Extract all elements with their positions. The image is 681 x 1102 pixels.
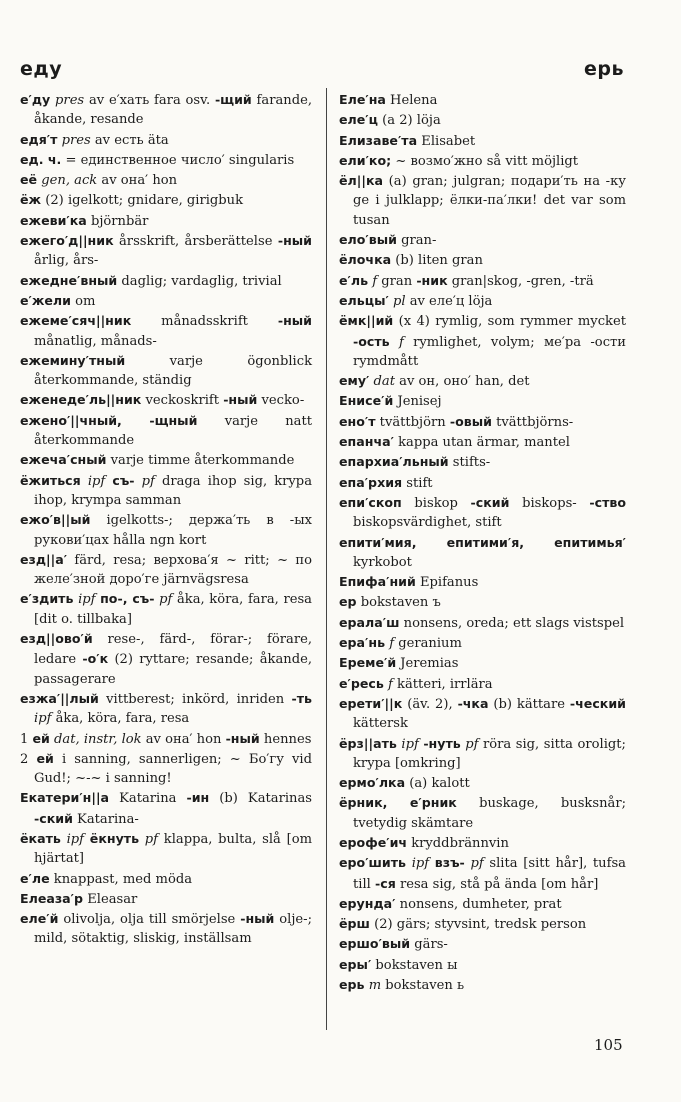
grammar-label: ipf xyxy=(66,831,85,847)
headword: -ный xyxy=(223,392,258,408)
running-head-right: ерь xyxy=(583,58,624,80)
grammar-label: pres xyxy=(61,132,91,148)
dictionary-entry xyxy=(339,391,626,411)
definition-text: Katarina xyxy=(109,791,187,807)
headword: ёл||ка xyxy=(339,173,384,189)
definition-text: daglig; vardaglig, trivial xyxy=(117,273,282,289)
headword: съ- xyxy=(112,472,135,488)
headword: ёлочка xyxy=(339,252,392,268)
definition-text: årsskrift, årsberättelse xyxy=(113,234,278,250)
definition-text: om xyxy=(70,293,96,309)
headword: Епифа′ний xyxy=(339,574,416,590)
dictionary-entry xyxy=(339,110,626,130)
definition-text: knappast, med möda xyxy=(49,871,193,887)
definition-text: Helena xyxy=(385,93,438,108)
headword: ели′ко; xyxy=(339,152,392,168)
headword: ей xyxy=(36,750,54,766)
dictionary-entry xyxy=(20,729,312,749)
definition-text: (a) gran; julgran; подари′ть на -ку ge i julklapp; ёлки-па′лки! det var som tusan xyxy=(353,174,626,228)
definition-text: kättersk xyxy=(353,716,408,732)
headword: по-, съ- xyxy=(100,591,155,607)
headword: ежено′||чный, -щный xyxy=(20,412,198,428)
definition-text: varje natt återkommande xyxy=(34,413,313,449)
headword: ед. ч. xyxy=(20,151,62,167)
definition-text: igelkotts-; держа′ть в -ых рукови′цах hålla ngn kort xyxy=(34,513,312,548)
definition-text: buskage, busksnår; tvetydig skämtare xyxy=(353,796,627,831)
definition-text: stifts- xyxy=(448,455,491,471)
dictionary-entry xyxy=(339,452,626,472)
definition-text xyxy=(81,474,88,489)
grammar-label: dat xyxy=(373,374,395,390)
definition-text xyxy=(135,474,142,489)
headword: епанча′ xyxy=(339,434,394,450)
dictionary-entry xyxy=(20,829,312,869)
dictionary-entry xyxy=(20,749,312,789)
headword: ёжиться xyxy=(20,472,81,488)
headword: -нуть xyxy=(423,735,461,751)
dictionary-entry xyxy=(20,510,312,550)
dictionary-entry xyxy=(20,351,312,391)
definition-text: gärs- xyxy=(410,937,448,953)
headword: еры′ xyxy=(339,956,372,972)
headword: ело′вый xyxy=(339,232,397,248)
definition-text: geranium xyxy=(394,636,462,652)
headword: ёрз||ать xyxy=(339,735,397,751)
headword: ёкать xyxy=(20,830,61,846)
definition-text: Epifanus xyxy=(415,575,479,591)
dictionary-entry xyxy=(339,572,626,592)
headword: ер xyxy=(339,594,357,610)
definition-text: av еле′ц löja xyxy=(405,293,493,309)
headword: е′здить xyxy=(20,591,74,607)
headword: -ин xyxy=(186,790,210,806)
definition-text: Elisabet xyxy=(417,133,476,149)
dictionary-entry xyxy=(339,473,626,493)
definition-text: årlig, års- xyxy=(34,253,99,269)
dictionary-entry xyxy=(339,432,626,452)
definition-text: Jeremias xyxy=(396,656,459,672)
definition-text: (x 4) rymlig, som rymmer mycket xyxy=(393,314,626,330)
dictionary-entry xyxy=(339,734,626,774)
headword: епархиа′льный xyxy=(339,454,449,470)
headword: еле′ц xyxy=(339,112,378,128)
definition-text: röra sig, sitta oroligt; krypa [omkring] xyxy=(353,736,626,771)
headword: Елеаза′р xyxy=(20,890,84,906)
definition-text: (a) kalott xyxy=(405,776,470,792)
definition-text: nonsens, oreda; ett slags vistspel xyxy=(399,615,625,631)
headword: езд||ово′й xyxy=(20,631,93,647)
definition-text: = единственное число′ singularis xyxy=(61,152,295,168)
headword: е′ле xyxy=(20,870,50,886)
headword: -ный xyxy=(277,313,312,329)
dictionary-entry xyxy=(20,450,312,470)
dictionary-entry xyxy=(339,230,626,250)
dictionary-entry xyxy=(20,190,312,210)
definition-text: nonsens, dumheter, prat xyxy=(395,896,562,912)
definition-text: veckoskrift xyxy=(141,393,224,409)
definition-text: hennes xyxy=(259,731,312,747)
definition-text: kappa utan ärmar, mantel xyxy=(393,435,570,451)
definition-text: olivolja, olja till smörjelse xyxy=(58,912,241,928)
dictionary-entry xyxy=(20,909,312,949)
definition-text: vittberest; inkörd, inriden xyxy=(98,691,292,707)
definition-text: åka, köra, fara, resa xyxy=(51,711,190,727)
definition-text: rymlighet, volym; ме′ра -ости rymdmått xyxy=(353,334,626,369)
headword: ерети′||к xyxy=(339,695,403,711)
headword: -ство xyxy=(589,494,626,510)
definition-text: tvättbjörn xyxy=(375,414,450,430)
definition-text: av е′хать fara osv. xyxy=(84,93,215,108)
grammar-label: ipf xyxy=(87,473,106,489)
definition-text: draga ihop sig, krypa ihop, krympa samman xyxy=(34,473,312,508)
dictionary-entry xyxy=(339,592,626,612)
headword: Ереме′й xyxy=(339,655,397,671)
definition-text: biskops- xyxy=(509,495,590,511)
dictionary-entry xyxy=(339,131,626,151)
headword: её xyxy=(20,172,38,188)
dictionary-entry xyxy=(339,653,626,673)
headword: взъ- xyxy=(434,855,465,871)
headword: еро′шить xyxy=(339,855,406,871)
dictionary-entry xyxy=(20,411,312,451)
definition-text: (2) ryttare; resande; åkande, passagerare xyxy=(34,652,313,687)
definition-text: bokstaven ъ xyxy=(356,595,441,611)
dictionary-entry xyxy=(339,674,626,694)
definition-text: (b) Katarinas xyxy=(209,791,312,807)
grammar-label: pf xyxy=(465,736,479,752)
headword: -ский xyxy=(34,810,73,826)
definition-text: Jenisej xyxy=(393,394,442,410)
headword: Еле′на xyxy=(339,92,386,107)
dictionary-entry xyxy=(339,694,626,734)
headword: ерофе′ич xyxy=(339,834,408,850)
headword: епити′мия, епитими′я, епитимья′ xyxy=(339,534,626,550)
definition-text: av есть äta xyxy=(90,132,169,148)
dictionary-entry xyxy=(20,629,312,689)
definition-text: björnbär xyxy=(86,213,149,229)
definition-text: Katarina- xyxy=(72,811,139,827)
headword: ельцы′ xyxy=(339,292,389,308)
dictionary-entry xyxy=(20,788,312,829)
column-divider xyxy=(326,88,327,1030)
dictionary-entry xyxy=(339,533,626,573)
headword: е′ду xyxy=(20,92,51,107)
dictionary-entry xyxy=(339,151,626,171)
definition-text: (2) gärs; styvsint, tredsk person xyxy=(369,917,587,933)
grammar-label: f xyxy=(372,273,378,289)
headword: е′ресь xyxy=(339,675,384,691)
dictionary-entry xyxy=(20,150,312,170)
headword: ёмк||ий xyxy=(339,313,394,329)
definition-text: (b) liten gran xyxy=(391,253,483,269)
headword: Енисе′й xyxy=(339,393,394,409)
definition-text: (a 2) löja xyxy=(377,113,441,129)
headword: е′ль xyxy=(339,272,369,288)
definition-text: kyrkobot xyxy=(353,554,412,570)
dictionary-entry xyxy=(20,90,312,130)
headword: -ческий xyxy=(569,695,626,711)
definition-text: av она′ hon xyxy=(141,731,226,747)
dictionary-entry xyxy=(339,955,626,975)
headword: езжа′||лый xyxy=(20,690,99,706)
headword: ера′нь xyxy=(339,635,386,651)
headword: -щий xyxy=(214,92,252,107)
grammar-label: pf xyxy=(144,831,159,847)
dictionary-entry xyxy=(339,793,626,833)
headword: ёж xyxy=(20,192,42,208)
headword: ей xyxy=(32,730,50,746)
grammar-label: gen, ack xyxy=(41,173,98,189)
definition-text: i sanning, sannerligen; ~ Бо′гу vid Gud!; ~-~ i sanning! xyxy=(34,751,312,787)
definition-text: av он, оно′ han, det xyxy=(395,374,530,390)
grammar-label: pl xyxy=(392,293,406,309)
dictionary-entry xyxy=(339,271,626,291)
definition-text xyxy=(390,335,399,350)
headword: -овый xyxy=(449,413,492,429)
headword: ежеча′сный xyxy=(20,452,107,468)
definition-text: varje ögonblick återkommande, ständig xyxy=(34,353,312,389)
headword: ермо′лка xyxy=(339,775,406,791)
headword: -ник xyxy=(416,272,448,288)
definition-text: av она′ hon xyxy=(97,173,178,189)
grammar-label: dat, instr, lok xyxy=(54,731,142,747)
definition-text: gran|skog, -gren, -trä xyxy=(447,273,594,289)
definition-text: vecko- xyxy=(257,393,305,409)
dictionary-entry xyxy=(20,211,312,231)
headword: езд||а′ xyxy=(20,551,68,567)
left-column xyxy=(20,90,312,949)
headword: -ся xyxy=(375,875,396,891)
dictionary-entry xyxy=(20,889,312,909)
right-column xyxy=(339,90,626,995)
dictionary-entry xyxy=(339,853,626,894)
dictionary-entry xyxy=(339,311,626,371)
grammar-label: ipf xyxy=(78,592,96,608)
headword: ершо′вый xyxy=(339,936,411,952)
dictionary-entry xyxy=(20,869,312,889)
grammar-label: pf xyxy=(159,592,173,608)
headword: еженеде′ль||ник xyxy=(20,392,142,408)
definition-text: kryddbrännvin xyxy=(407,835,509,851)
definition-text: bokstaven ь xyxy=(381,978,465,994)
headword: ерунда′ xyxy=(339,895,396,911)
dictionary-entry xyxy=(339,613,626,633)
definition-text: åka, köra, fara, resa [dit o. tillbaka] xyxy=(34,592,312,627)
dictionary-entry xyxy=(339,493,626,533)
grammar-label: ipf xyxy=(34,711,52,727)
definition-text: färd, resa; верхова′я ~ ritt; ~ по желе′зной доро′ге järnvägsresa xyxy=(34,552,312,588)
dictionary-entry xyxy=(339,291,626,311)
definition-text: månadsskrift xyxy=(131,314,278,330)
dictionary-entry xyxy=(20,550,312,590)
headword: ерала′ш xyxy=(339,614,400,630)
headword: епи′скоп xyxy=(339,494,402,510)
dictionary-entry xyxy=(339,914,626,934)
definition-text: rese-, färd-, förar-; förare, ledare xyxy=(34,632,312,668)
headword: ёкнуть xyxy=(89,830,140,846)
headword: ёрник, е′рник xyxy=(339,795,457,811)
headword: -ость xyxy=(353,333,390,349)
dictionary-entry xyxy=(20,170,312,190)
dictionary-entry xyxy=(339,633,626,653)
definition-text: slita [sitt hår], tufsa till xyxy=(353,856,626,892)
dictionary-entry xyxy=(339,773,626,793)
grammar-label: f xyxy=(388,676,393,692)
grammar-label: f xyxy=(389,636,395,652)
definition-text: kätteri, irrlära xyxy=(392,676,493,692)
definition-text: (äv. 2), xyxy=(402,696,458,712)
definition-text: Eleasar xyxy=(83,891,138,907)
running-head-left: еду xyxy=(20,58,63,80)
definition-text: biskopsvärdighet, stift xyxy=(353,515,502,531)
headword: ему′ xyxy=(339,373,370,389)
dictionary-entry xyxy=(20,390,312,410)
definition-text: biskop xyxy=(401,495,471,511)
definition-text: varje timme återkommande xyxy=(106,453,295,469)
definition-text: tvättbjörns- xyxy=(491,414,574,430)
dictionary-entry xyxy=(20,471,312,511)
definition-text: gran xyxy=(377,273,417,289)
grammar-label: pres xyxy=(55,93,85,108)
dictionary-entry xyxy=(339,833,626,853)
dictionary-entry xyxy=(20,130,312,150)
definition-text: stift xyxy=(402,475,433,491)
definition-text: bokstaven ы xyxy=(371,957,458,973)
definition-text: ~ возмо′жно så vitt möjligt xyxy=(391,153,579,169)
headword: Екатери′н||а xyxy=(20,790,110,806)
dictionary-entry xyxy=(20,291,312,311)
grammar-label: pf xyxy=(470,856,484,872)
definition-text: 2 xyxy=(20,751,37,767)
definition-text: månatlig, månads- xyxy=(34,333,157,349)
headword: ежего′д||ник xyxy=(20,233,114,249)
headword: ежеви′ка xyxy=(20,212,87,228)
definition-text: resa sig, stå på ända [om hår] xyxy=(395,876,599,892)
headword: е′жели xyxy=(20,292,71,308)
definition-text: gran- xyxy=(396,233,437,249)
dictionary-entry xyxy=(339,90,626,110)
dictionary-entry xyxy=(20,589,312,629)
headword: -чка xyxy=(457,695,489,711)
definition-text: klappa, bulta, slå [om hjärtat] xyxy=(34,831,312,867)
dictionary-entry xyxy=(339,975,626,995)
headword: епа′рхия xyxy=(339,474,403,490)
dictionary-entry xyxy=(20,689,312,729)
headword: ерь xyxy=(339,977,365,993)
headword: -ный xyxy=(240,911,275,927)
headword: -ть xyxy=(291,690,312,706)
headword: ежедне′вный xyxy=(20,272,118,288)
definition-text: (b) kättare xyxy=(488,696,570,712)
headword: Елизаве′та xyxy=(339,132,418,148)
headword: ено′т xyxy=(339,413,376,429)
grammar-label: f xyxy=(398,334,404,350)
dictionary-entry xyxy=(339,934,626,954)
headword: ежо′в||ый xyxy=(20,512,91,528)
dictionary-entry xyxy=(20,311,312,351)
headword: ежемину′тный xyxy=(20,352,126,368)
definition-text: (2) igelkott; gnidare, girigbuk xyxy=(41,193,244,209)
headword: -о′к xyxy=(82,651,109,667)
headword: ежеме′сяч||ник xyxy=(20,313,132,329)
dictionary-entry xyxy=(339,250,626,270)
page-number: 105 xyxy=(594,1036,623,1054)
headword: ёрш xyxy=(339,916,370,932)
dictionary-entry xyxy=(339,171,626,230)
grammar-label: pf xyxy=(141,473,155,489)
grammar-label: m xyxy=(368,978,382,994)
dictionary-entry xyxy=(20,271,312,291)
dictionary-entry xyxy=(339,371,626,391)
dictionary-entry xyxy=(339,412,626,432)
definition-text: olje-; mild, sötaktig, sliskig, inställsam xyxy=(34,912,312,947)
dictionary-entry xyxy=(20,231,312,271)
headword: еле′й xyxy=(20,911,59,927)
headword: -ный xyxy=(277,233,312,249)
definition-text: 1 xyxy=(20,731,33,747)
grammar-label: ipf xyxy=(411,856,430,872)
headword: -ный xyxy=(225,730,260,746)
grammar-label: ipf xyxy=(401,736,419,752)
definition-text: farande, åkande, resande xyxy=(34,93,313,128)
dictionary-entry xyxy=(339,894,626,914)
headword: едя′т xyxy=(20,131,58,147)
headword: -ский xyxy=(470,494,510,510)
